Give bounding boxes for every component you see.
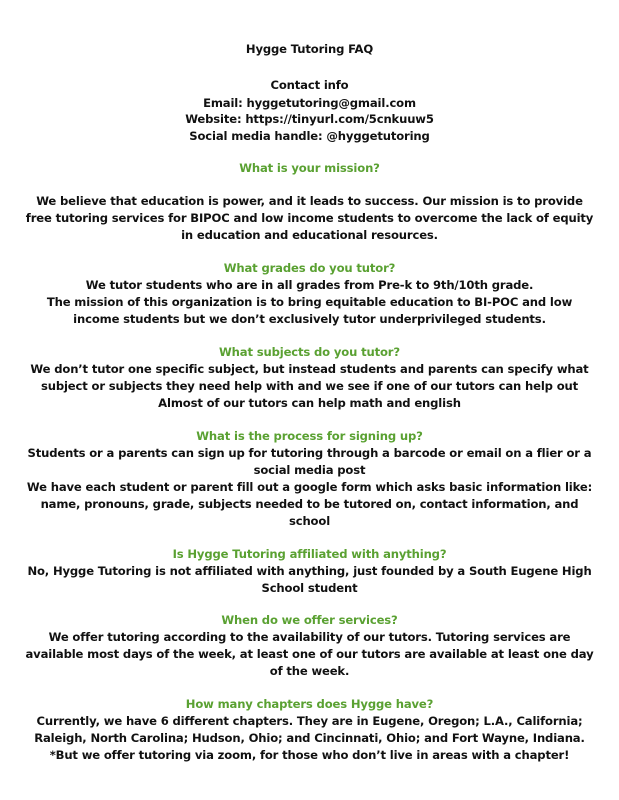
faq-answer-line: We believe that education is power, and it leads to success. Our mission is to provide <box>36 194 583 208</box>
faq-answer-line: income students but we don’t exclusively tutor underprivileged students. <box>73 312 546 326</box>
faq-answer-line: School student <box>261 581 358 595</box>
faq-answer-line: Currently, we have 6 different chapters. They are in Eugene, Oregon; L.A., California; <box>36 714 583 728</box>
contact-social: Social media handle: @hyggetutoring <box>189 129 430 143</box>
faq-question-affiliation: Is Hygge Tutoring affiliated with anything? <box>172 547 447 561</box>
faq-question-services: When do we offer services? <box>221 613 398 627</box>
faq-answer-line: We have each student or parent fill out a google form which asks basic information like: <box>26 480 593 494</box>
faq-answer-line: Almost of our tutors can help math and english <box>158 396 461 410</box>
faq-answer-line: *But we offer tutoring via zoom, for those who don’t live in areas with a chapter! <box>49 748 570 762</box>
faq-question-grades: What grades do you tutor? <box>223 261 396 275</box>
faq-answer-line: in education and educational resources. <box>181 228 438 242</box>
faq-question-signup: What is the process for signing up? <box>196 429 423 443</box>
faq-answer-line: We don’t tutor one specific subject, but instead students and parents can specify what <box>30 362 589 376</box>
faq-answer-line: name, pronouns, grade, subjects needed to be tutored on, contact information, and <box>40 497 579 511</box>
contact-website: Website: https://tinyurl.com/5cnkuuw5 <box>185 112 434 126</box>
faq-question-subjects: What subjects do you tutor? <box>219 345 400 359</box>
faq-answer-line: free tutoring services for BIPOC and low income students to overcome the lack of equity <box>25 211 594 225</box>
document-title: Hygge Tutoring FAQ <box>245 42 374 56</box>
faq-question-mission: What is your mission? <box>239 161 380 175</box>
faq-answer-line: of the week. <box>269 664 350 678</box>
faq-answer-line: available most days of the week, at least one of our tutors are available at least one day <box>25 647 594 661</box>
faq-answer-line: school <box>288 514 331 528</box>
faq-answer-line: Students or a parents can sign up for tutoring through a barcode or email on a flier or a <box>27 446 592 460</box>
faq-question-chapters: How many chapters does Hygge have? <box>185 697 434 711</box>
faq-answer-line: The mission of this organization is to bring equitable education to BI-POC and low <box>46 295 573 309</box>
faq-answer-line: social media post <box>253 463 366 477</box>
faq-answer-line: subject or subjects they need help with and we see if one of our tutors can help out <box>40 379 579 393</box>
faq-answer-line: No, Hygge Tutoring is not affiliated with anything, just founded by a South Eugene High <box>27 564 592 578</box>
contact-heading: Contact info <box>270 78 349 92</box>
contact-email: Email: hyggetutoring@gmail.com <box>203 96 416 110</box>
faq-answer-line: We tutor students who are in all grades from Pre-k to 9th/10th grade. <box>85 278 534 292</box>
faq-answer-line: We offer tutoring according to the availability of our tutors. Tutoring services are <box>48 630 571 644</box>
faq-answer-line: Raleigh, North Carolina; Hudson, Ohio; and Cincinnati, Ohio; and Fort Wayne, Indiana. <box>34 731 585 745</box>
